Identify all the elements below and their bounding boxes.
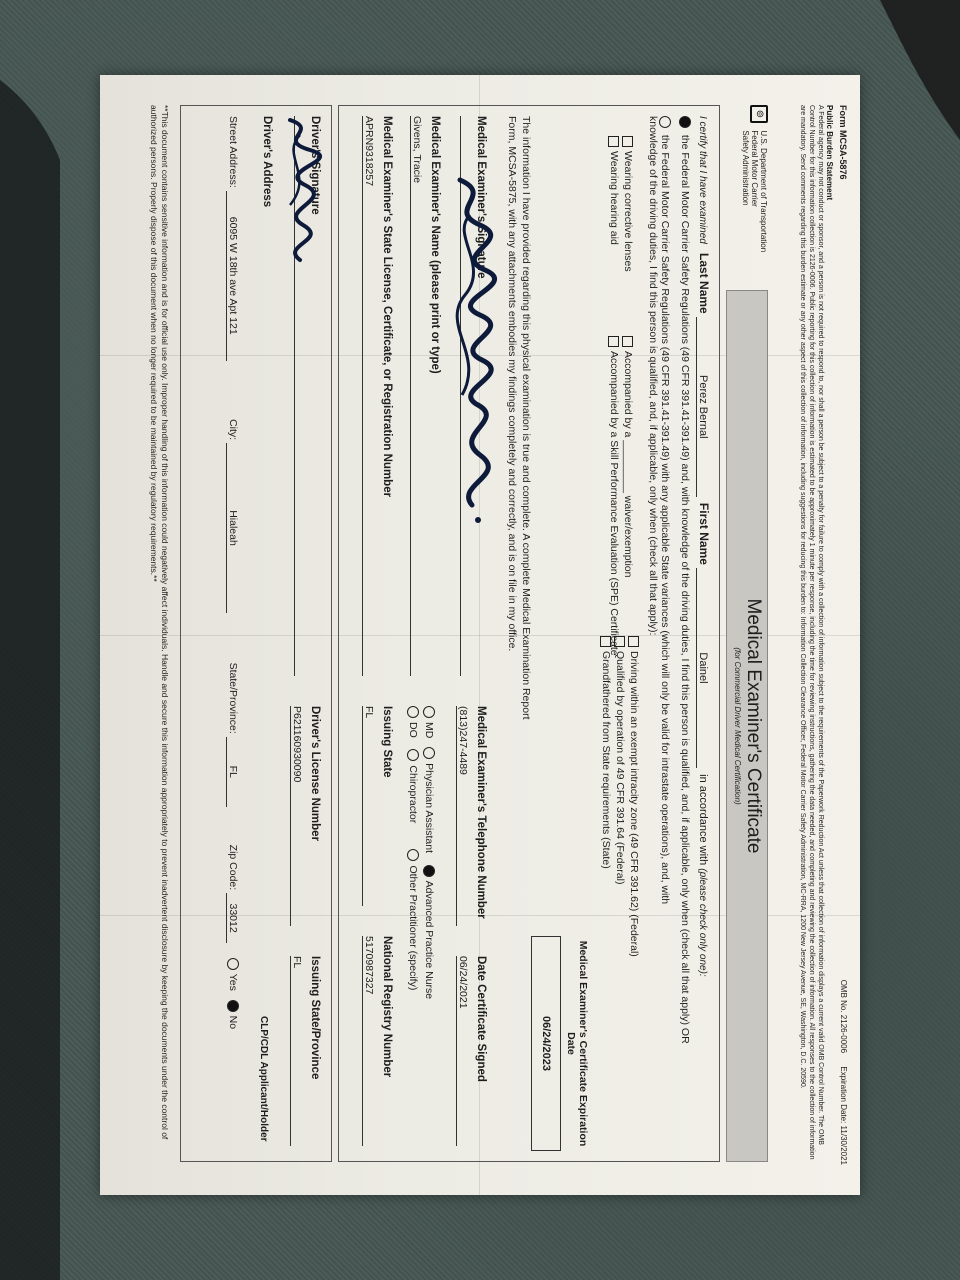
burden-title: Public Burden Statement bbox=[825, 105, 834, 201]
attestation-statement: The information I have provided regarding this physical examination is true and complete. A complete Medical Examination Report Form, MCSA-5875, with any attachments embodies my findings completely and correctly, and is on file in my office. bbox=[506, 116, 532, 720]
zip-value: 33012 bbox=[226, 893, 239, 943]
omb-expiration: OMB No. 2126-0006 Expiration Date: 11/30/2021 bbox=[839, 979, 848, 1165]
national-registry-field: National Registry Number 5170987327 bbox=[362, 936, 393, 1146]
expiration-label: Medical Examiner's Certificate Expiration Date bbox=[565, 940, 589, 1147]
examiner-license-value: APRN9318257 bbox=[362, 116, 375, 676]
driver-license-value: P621160930090 bbox=[290, 706, 303, 926]
examiner-license-field: Medical Examiner's State License, Certificate, or Registration Number APRN9318257 bbox=[362, 116, 393, 676]
last-name-value: Perez Bernal bbox=[696, 317, 709, 497]
apn-radio-selected bbox=[423, 865, 435, 877]
paper-wrapper bbox=[50, 15, 910, 1255]
burden-text: A Federal agency may not conduct or sponsor, and a person is not required to respond to, nor shall a person be subject to a penalty for failure to comply with a collection of information subject to the requirements of the Paperwork Reduction Act unless that collection of information displays a current valid OMB Control Number. The OMB Control Number for this information collection is 2126-0006. Public reporting for this collection of information is estimated to be approximately 1 minute per response, including the time for reviewing instructions, gathering the data needed, and completing and reviewing the collection of information. All responses to the collection of information are mandatory. Send comments regarding this burden estimate or any other aspect of this collection of information, including suggestions for reducing this burden to: Information Collection Clearance Officer, Federal Motor Carrier Safety Administration, MC-RRA, 1200 New Jersey Avenue, SE, Washington, D.C. 20590. bbox=[799, 105, 824, 1160]
option-federal: the Federal Motor Carrier Safety Regulations (49 CFR 391.41-391.49) and, with knowledge of the driving duties, I find this person is qualified, and, if applicable, only when (check all that apply) OR bbox=[679, 116, 691, 1151]
driver-address-label-row: Driver's Address bbox=[261, 116, 273, 208]
expiration-value: 06/24/2023 bbox=[531, 936, 561, 1151]
clp-no-radio-selected bbox=[227, 1000, 239, 1012]
driver-address-row: Street Address: 6095 W 18th ave Apt 121 City: Hialeah State/Province: FL Zip Code: 33012 Yes No bbox=[227, 116, 239, 1030]
expiration-box bbox=[541, 936, 589, 1151]
checkbox-icon bbox=[622, 136, 633, 147]
examiner-type-options: MD Physician Assistant Advanced Practice Nurse DO Chiropractor Other Practitioner (specify) bbox=[405, 706, 437, 1146]
page-title: Medical Examiner's Certificate bbox=[743, 598, 764, 854]
examiner-phone-value: (813)247-4489 bbox=[456, 706, 469, 926]
medical-examiner-certificate-sheet bbox=[100, 75, 860, 1195]
examiner-section bbox=[338, 105, 720, 1162]
state-value: FL bbox=[226, 737, 239, 807]
sensitive-info-footer: **This document contains sensitive information and is for official use only. Improper handling of this information could negatively affect individuals. Handle and secure this information appropriately to prevent inadvertent disclosure by keeping the documents under the control of authorized persons. Properly dispose of this document when no longer required to be maintained by regulatory requirements.** bbox=[149, 105, 170, 1140]
checkbox-icon bbox=[600, 636, 611, 647]
issuing-state-field: Issuing State FL bbox=[362, 706, 393, 906]
driver-issuing-field: Issuing State/Province FL bbox=[290, 956, 321, 1146]
checkbox-icon bbox=[622, 336, 633, 347]
title-bar bbox=[726, 290, 768, 1162]
issuing-state-value: FL bbox=[362, 706, 375, 906]
state-variance-radio bbox=[659, 116, 671, 128]
chiro-radio bbox=[407, 749, 419, 761]
examiner-name-field: Medical Examiner's Name (please print or type) Givens, Tracie bbox=[410, 116, 441, 676]
clp-yes-radio bbox=[227, 958, 239, 970]
examiner-signature-label: Medical Examiner's Signature bbox=[475, 116, 487, 279]
other-radio bbox=[407, 849, 419, 861]
examiner-signature-field bbox=[460, 116, 487, 676]
page-subtitle: (for Commercial Driver Medical Certification) bbox=[733, 647, 742, 805]
dot-brand bbox=[740, 105, 768, 275]
driver-signature-field: Driver's Signature bbox=[294, 116, 321, 676]
public-burden-statement bbox=[776, 105, 834, 1160]
checkbox-icon bbox=[608, 336, 619, 347]
option-state-variance: the Federal Motor Carrier Safety Regulations (49 CFR 391.41-391.49) with any applicable State variances (which will only be valid for intrastate operations), and, with knowledge of the driving duties, I find this person is qualified, and, if applicable, only when (check all that apply): bbox=[646, 116, 671, 905]
clp-label: CLP/CDL Applicant/Holder bbox=[258, 1016, 269, 1142]
checkbox-icon bbox=[628, 636, 639, 647]
date-signed-field: Date Certificate Signed 06/24/2021 bbox=[456, 956, 487, 1146]
examiner-phone-field: Medical Examiner's Telephone Number (813)247-4489 bbox=[456, 706, 487, 926]
conditions-col-2: Accompanied by a _________ waiver/exemption Accompanied by a Skill Performance Evaluation (SPE) Certificate bbox=[607, 336, 635, 656]
do-radio bbox=[407, 706, 419, 718]
street-value: 6095 W 18th ave Apt 121 bbox=[226, 191, 239, 361]
form-number: Form MCSA-5876 bbox=[838, 105, 848, 180]
checkbox-icon bbox=[614, 636, 625, 647]
city-value: Hialeah bbox=[226, 443, 239, 613]
pa-radio bbox=[423, 747, 435, 759]
checkbox-icon bbox=[608, 136, 619, 147]
examiner-name-value: Givens, Tracie bbox=[410, 116, 423, 676]
md-radio bbox=[423, 706, 435, 718]
driver-issuing-value: FL bbox=[290, 956, 303, 1146]
date-signed-value: 06/24/2021 bbox=[456, 956, 469, 1146]
first-name-value: Dainel bbox=[696, 568, 709, 768]
conditions-col-1: Wearing corrective lenses Wearing hearing aid bbox=[607, 136, 635, 272]
national-registry-value: 5170987327 bbox=[362, 936, 375, 1146]
agency-name: U.S. Department of Transportation Federal Motor Carrier Safety Administration bbox=[741, 130, 768, 253]
driver-license-field: Driver's License Number P621160930090 bbox=[290, 706, 321, 926]
driver-section bbox=[180, 105, 332, 1162]
conditions-col-3: Driving within an exempt intracity zone (49 CFR 391.62) (Federal) Qualified by operation of 49 CFR 391.64 (Federal) Grandfathered from State requirements (State) bbox=[599, 636, 641, 957]
certify-line: I certify that I have examined Last Name Perez Bernal First Name Dainel in accordance with (please check only one): bbox=[697, 116, 711, 977]
federal-radio-selected bbox=[679, 116, 691, 128]
dot-logo-icon: ⊚ bbox=[750, 105, 768, 123]
